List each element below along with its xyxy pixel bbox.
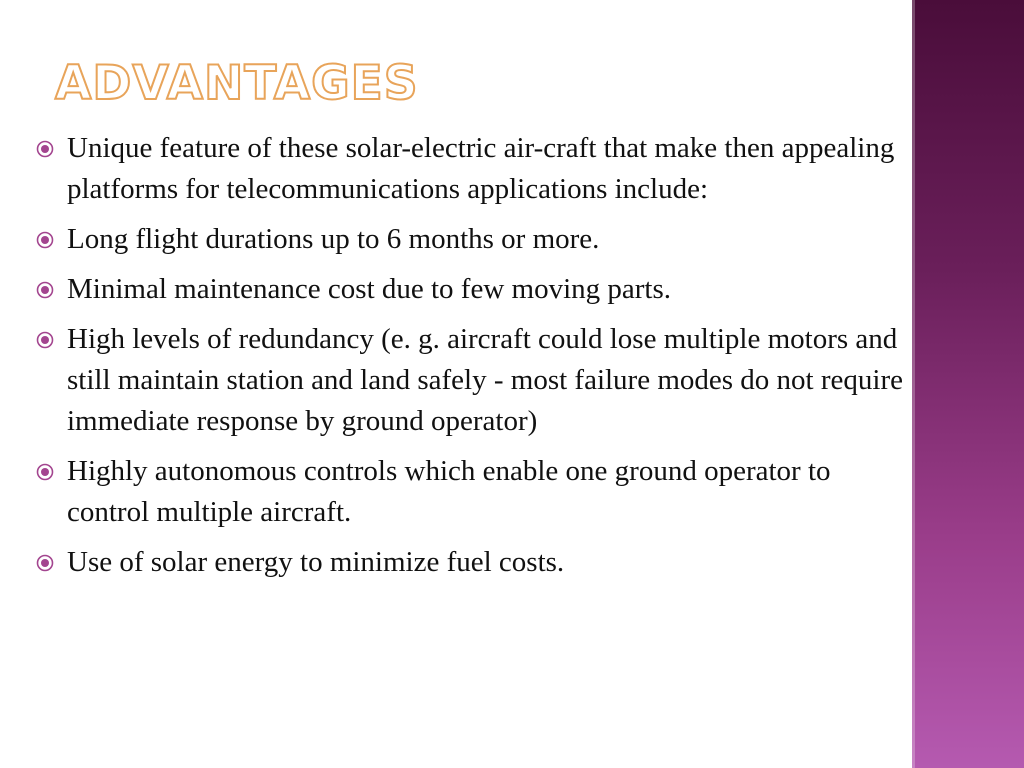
target-circle-icon [36,281,54,299]
target-circle-icon [36,331,54,349]
bullet-item [30,128,910,210]
bullet-text: Unique feature of these solar-electric air-craft that make then appealing platforms for telecommunications applications include: [67,132,895,205]
bullet-item [30,319,910,442]
bullet-text: Long flight durations up to 6 months or more. [67,223,600,255]
bullet-text: Minimal maintenance cost due to few moving parts. [67,273,672,305]
bullet-item [30,542,910,583]
target-circle-icon [36,554,54,572]
bullet-text: Highly autonomous controls which enable one ground operator to control multiple aircraft. [67,455,831,528]
bullet-item [30,269,910,310]
bullet-text: Use of solar energy to minimize fuel costs. [67,546,565,578]
decorative-side-band [912,0,1024,768]
target-circle-icon [36,140,54,158]
bullet-item [30,219,910,260]
bullet-item [30,451,910,533]
bullet-text: High levels of redundancy (e. g. aircraft could lose multiple motors and still maintain station and land safely - most failure modes do not require immediate response by ground operator) [67,323,903,437]
target-circle-icon [36,463,54,481]
bullet-list [30,128,910,592]
slide-title: ADVANTAGES [55,56,419,111]
target-circle-icon [36,231,54,249]
